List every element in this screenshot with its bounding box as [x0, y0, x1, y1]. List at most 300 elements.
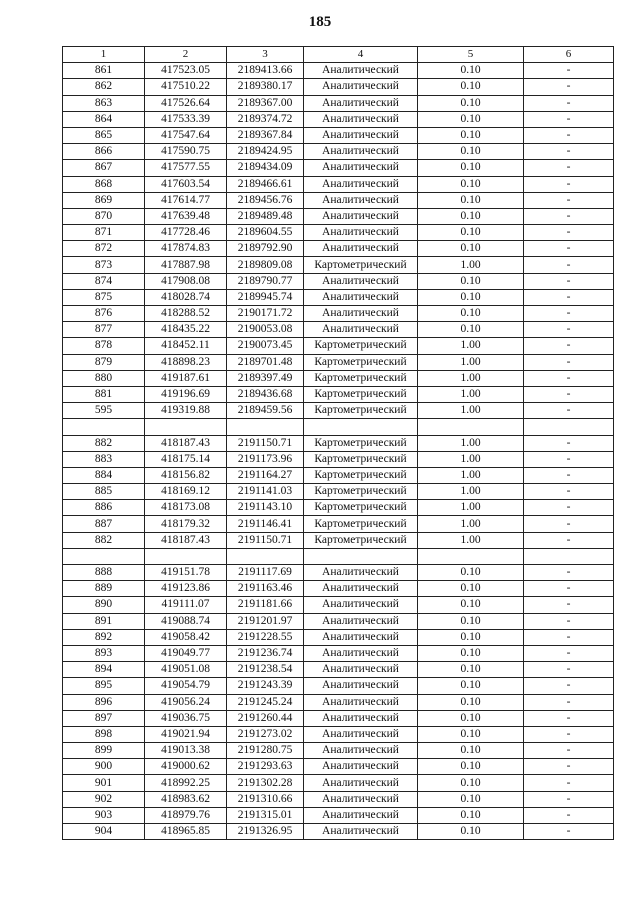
point-number-cell: 882 — [63, 532, 145, 548]
note-cell: - — [524, 289, 614, 305]
table-row — [63, 678, 614, 694]
x-coordinate-cell: 419013.38 — [145, 743, 227, 759]
y-coordinate-cell: 2189466.61 — [227, 176, 304, 192]
note-cell: - — [524, 160, 614, 176]
table-row — [63, 241, 614, 257]
method-cell: Картометрический — [304, 354, 418, 370]
method-cell: Аналитический — [304, 144, 418, 160]
x-coordinate-cell: 417874.83 — [145, 241, 227, 257]
x-coordinate-cell: 418187.43 — [145, 532, 227, 548]
accuracy-cell: 0.10 — [418, 645, 524, 661]
column-header-4: 4 — [304, 47, 418, 63]
point-number-cell: 898 — [63, 726, 145, 742]
x-coordinate-cell: 419319.88 — [145, 403, 227, 419]
method-cell: Аналитический — [304, 63, 418, 79]
note-cell: - — [524, 532, 614, 548]
table-row — [63, 807, 614, 823]
table-row — [63, 192, 614, 208]
y-coordinate-cell: 2191181.66 — [227, 597, 304, 613]
accuracy-cell: 0.10 — [418, 95, 524, 111]
point-number-cell: 895 — [63, 678, 145, 694]
note-cell: - — [524, 370, 614, 386]
method-cell: Аналитический — [304, 289, 418, 305]
method-cell: Аналитический — [304, 743, 418, 759]
table-row — [63, 759, 614, 775]
y-coordinate-cell: 2189413.66 — [227, 63, 304, 79]
method-cell: Аналитический — [304, 759, 418, 775]
x-coordinate-cell: 417526.64 — [145, 95, 227, 111]
method-cell: Картометрический — [304, 386, 418, 402]
method-cell: Аналитический — [304, 306, 418, 322]
column-header-1: 1 — [63, 47, 145, 63]
method-cell: Аналитический — [304, 111, 418, 127]
accuracy-cell: 1.00 — [418, 257, 524, 273]
table-row — [63, 435, 614, 451]
y-coordinate-cell: 2191173.96 — [227, 451, 304, 467]
empty-cell — [304, 548, 418, 564]
accuracy-cell: 0.10 — [418, 791, 524, 807]
x-coordinate-cell: 419123.86 — [145, 581, 227, 597]
y-coordinate-cell: 2191238.54 — [227, 662, 304, 678]
point-number-cell: 862 — [63, 79, 145, 95]
y-coordinate-cell: 2189434.09 — [227, 160, 304, 176]
point-number-cell: 869 — [63, 192, 145, 208]
x-coordinate-cell: 417523.05 — [145, 63, 227, 79]
x-coordinate-cell: 418452.11 — [145, 338, 227, 354]
note-cell: - — [524, 613, 614, 629]
table-row — [63, 63, 614, 79]
table-row — [63, 467, 614, 483]
point-number-cell: 879 — [63, 354, 145, 370]
table-row — [63, 824, 614, 840]
accuracy-cell: 0.10 — [418, 192, 524, 208]
table-row — [63, 208, 614, 224]
point-number-cell: 870 — [63, 208, 145, 224]
note-cell: - — [524, 176, 614, 192]
y-coordinate-cell: 2189701.48 — [227, 354, 304, 370]
accuracy-cell: 0.10 — [418, 710, 524, 726]
point-number-cell: 595 — [63, 403, 145, 419]
point-number-cell: 904 — [63, 824, 145, 840]
x-coordinate-cell: 419196.69 — [145, 386, 227, 402]
accuracy-cell: 0.10 — [418, 565, 524, 581]
table-row — [63, 597, 614, 613]
y-coordinate-cell: 2191245.24 — [227, 694, 304, 710]
y-coordinate-cell: 2191164.27 — [227, 467, 304, 483]
empty-cell — [63, 419, 145, 435]
accuracy-cell: 0.10 — [418, 127, 524, 143]
accuracy-cell: 0.10 — [418, 111, 524, 127]
y-coordinate-cell: 2191243.39 — [227, 678, 304, 694]
method-cell: Картометрический — [304, 500, 418, 516]
point-number-cell: 861 — [63, 63, 145, 79]
y-coordinate-cell: 2189424.95 — [227, 144, 304, 160]
table-row — [63, 354, 614, 370]
point-number-cell: 882 — [63, 435, 145, 451]
point-number-cell: 897 — [63, 710, 145, 726]
x-coordinate-cell: 418173.08 — [145, 500, 227, 516]
accuracy-cell: 1.00 — [418, 500, 524, 516]
empty-cell — [418, 548, 524, 564]
note-cell: - — [524, 807, 614, 823]
point-number-cell: 887 — [63, 516, 145, 532]
y-coordinate-cell: 2191146.41 — [227, 516, 304, 532]
note-cell: - — [524, 581, 614, 597]
note-cell: - — [524, 322, 614, 338]
method-cell: Картометрический — [304, 403, 418, 419]
column-header-2: 2 — [145, 47, 227, 63]
table-row — [63, 516, 614, 532]
table-row — [63, 322, 614, 338]
point-number-cell: 889 — [63, 581, 145, 597]
accuracy-cell: 0.10 — [418, 807, 524, 823]
point-number-cell: 888 — [63, 565, 145, 581]
note-cell: - — [524, 435, 614, 451]
method-cell: Аналитический — [304, 127, 418, 143]
method-cell: Картометрический — [304, 467, 418, 483]
accuracy-cell: 0.10 — [418, 662, 524, 678]
method-cell: Аналитический — [304, 645, 418, 661]
table-row — [63, 306, 614, 322]
method-cell: Аналитический — [304, 241, 418, 257]
method-cell: Аналитический — [304, 565, 418, 581]
point-number-cell: 891 — [63, 613, 145, 629]
y-coordinate-cell: 2189792.90 — [227, 241, 304, 257]
point-number-cell: 868 — [63, 176, 145, 192]
y-coordinate-cell: 2191280.75 — [227, 743, 304, 759]
point-number-cell: 894 — [63, 662, 145, 678]
method-cell: Картометрический — [304, 516, 418, 532]
point-number-cell: 884 — [63, 467, 145, 483]
accuracy-cell: 0.10 — [418, 613, 524, 629]
y-coordinate-cell: 2190073.45 — [227, 338, 304, 354]
method-cell: Картометрический — [304, 484, 418, 500]
accuracy-cell: 1.00 — [418, 484, 524, 500]
point-number-cell: 901 — [63, 775, 145, 791]
accuracy-cell: 1.00 — [418, 532, 524, 548]
point-number-cell: 874 — [63, 273, 145, 289]
accuracy-cell: 0.10 — [418, 176, 524, 192]
note-cell: - — [524, 516, 614, 532]
page-number: 185 — [308, 14, 332, 30]
method-cell: Аналитический — [304, 694, 418, 710]
header-row — [63, 47, 614, 63]
x-coordinate-cell: 418992.25 — [145, 775, 227, 791]
point-number-cell: 863 — [63, 95, 145, 111]
group-separator-row — [63, 548, 614, 564]
note-cell: - — [524, 241, 614, 257]
accuracy-cell: 0.10 — [418, 726, 524, 742]
method-cell: Картометрический — [304, 370, 418, 386]
accuracy-cell: 0.10 — [418, 144, 524, 160]
table-row — [63, 160, 614, 176]
method-cell: Аналитический — [304, 581, 418, 597]
y-coordinate-cell: 2191273.02 — [227, 726, 304, 742]
y-coordinate-cell: 2189367.84 — [227, 127, 304, 143]
table-row — [63, 775, 614, 791]
table-row — [63, 791, 614, 807]
x-coordinate-cell: 418965.85 — [145, 824, 227, 840]
y-coordinate-cell: 2191141.03 — [227, 484, 304, 500]
method-cell: Аналитический — [304, 160, 418, 176]
note-cell: - — [524, 144, 614, 160]
empty-cell — [304, 419, 418, 435]
table-row — [63, 629, 614, 645]
y-coordinate-cell: 2191236.74 — [227, 645, 304, 661]
accuracy-cell: 1.00 — [418, 435, 524, 451]
point-number-cell: 893 — [63, 645, 145, 661]
empty-cell — [145, 548, 227, 564]
table-row — [63, 338, 614, 354]
method-cell: Аналитический — [304, 824, 418, 840]
empty-cell — [145, 419, 227, 435]
method-cell: Аналитический — [304, 95, 418, 111]
note-cell: - — [524, 629, 614, 645]
point-number-cell: 866 — [63, 144, 145, 160]
y-coordinate-cell: 2190171.72 — [227, 306, 304, 322]
x-coordinate-cell: 418028.74 — [145, 289, 227, 305]
y-coordinate-cell: 2189374.72 — [227, 111, 304, 127]
y-coordinate-cell: 2191150.71 — [227, 532, 304, 548]
point-number-cell: 864 — [63, 111, 145, 127]
method-cell: Аналитический — [304, 807, 418, 823]
note-cell: - — [524, 484, 614, 500]
x-coordinate-cell: 419187.61 — [145, 370, 227, 386]
accuracy-cell: 0.10 — [418, 160, 524, 176]
x-coordinate-cell: 417577.55 — [145, 160, 227, 176]
point-number-cell: 903 — [63, 807, 145, 823]
note-cell: - — [524, 225, 614, 241]
x-coordinate-cell: 419088.74 — [145, 613, 227, 629]
table-row — [63, 645, 614, 661]
y-coordinate-cell: 2191117.69 — [227, 565, 304, 581]
x-coordinate-cell: 417639.48 — [145, 208, 227, 224]
x-coordinate-cell: 419056.24 — [145, 694, 227, 710]
point-number-cell: 877 — [63, 322, 145, 338]
note-cell: - — [524, 645, 614, 661]
x-coordinate-cell: 418979.76 — [145, 807, 227, 823]
note-cell: - — [524, 743, 614, 759]
y-coordinate-cell: 2191163.46 — [227, 581, 304, 597]
x-coordinate-cell: 418169.12 — [145, 484, 227, 500]
note-cell: - — [524, 467, 614, 483]
table-row — [63, 532, 614, 548]
x-coordinate-cell: 417887.98 — [145, 257, 227, 273]
x-coordinate-cell: 417533.39 — [145, 111, 227, 127]
x-coordinate-cell: 418187.43 — [145, 435, 227, 451]
accuracy-cell: 0.10 — [418, 63, 524, 79]
column-header-6: 6 — [524, 47, 614, 63]
x-coordinate-cell: 417590.75 — [145, 144, 227, 160]
table-row — [63, 144, 614, 160]
method-cell: Аналитический — [304, 225, 418, 241]
note-cell: - — [524, 273, 614, 289]
point-number-cell: 885 — [63, 484, 145, 500]
x-coordinate-cell: 419054.79 — [145, 678, 227, 694]
y-coordinate-cell: 2189945.74 — [227, 289, 304, 305]
x-coordinate-cell: 419000.62 — [145, 759, 227, 775]
method-cell: Аналитический — [304, 678, 418, 694]
y-coordinate-cell: 2189790.77 — [227, 273, 304, 289]
x-coordinate-cell: 418288.52 — [145, 306, 227, 322]
x-coordinate-cell: 417603.54 — [145, 176, 227, 192]
table-row — [63, 370, 614, 386]
method-cell: Картометрический — [304, 257, 418, 273]
table-row — [63, 500, 614, 516]
accuracy-cell: 1.00 — [418, 386, 524, 402]
note-cell: - — [524, 192, 614, 208]
note-cell: - — [524, 111, 614, 127]
note-cell: - — [524, 710, 614, 726]
method-cell: Аналитический — [304, 273, 418, 289]
y-coordinate-cell: 2189436.68 — [227, 386, 304, 402]
table-row — [63, 225, 614, 241]
note-cell: - — [524, 306, 614, 322]
table-row — [63, 694, 614, 710]
note-cell: - — [524, 208, 614, 224]
method-cell: Аналитический — [304, 791, 418, 807]
method-cell: Аналитический — [304, 192, 418, 208]
x-coordinate-cell: 419051.08 — [145, 662, 227, 678]
table-row — [63, 95, 614, 111]
empty-cell — [227, 548, 304, 564]
accuracy-cell: 0.10 — [418, 597, 524, 613]
point-number-cell: 881 — [63, 386, 145, 402]
empty-cell — [227, 419, 304, 435]
y-coordinate-cell: 2191326.95 — [227, 824, 304, 840]
accuracy-cell: 1.00 — [418, 451, 524, 467]
table-row — [63, 743, 614, 759]
note-cell: - — [524, 759, 614, 775]
table-row — [63, 257, 614, 273]
note-cell: - — [524, 791, 614, 807]
x-coordinate-cell: 417614.77 — [145, 192, 227, 208]
note-cell: - — [524, 257, 614, 273]
note-cell: - — [524, 726, 614, 742]
point-number-cell: 896 — [63, 694, 145, 710]
coordinates-table — [62, 46, 614, 840]
method-cell: Картометрический — [304, 451, 418, 467]
note-cell: - — [524, 338, 614, 354]
point-number-cell: 865 — [63, 127, 145, 143]
y-coordinate-cell: 2191302.28 — [227, 775, 304, 791]
x-coordinate-cell: 418175.14 — [145, 451, 227, 467]
table-row — [63, 127, 614, 143]
table-row — [63, 273, 614, 289]
y-coordinate-cell: 2191310.66 — [227, 791, 304, 807]
table-row — [63, 289, 614, 305]
column-header-5: 5 — [418, 47, 524, 63]
point-number-cell: 880 — [63, 370, 145, 386]
note-cell: - — [524, 565, 614, 581]
point-number-cell: 878 — [63, 338, 145, 354]
x-coordinate-cell: 418435.22 — [145, 322, 227, 338]
y-coordinate-cell: 2189367.00 — [227, 95, 304, 111]
table-row — [63, 484, 614, 500]
note-cell: - — [524, 500, 614, 516]
y-coordinate-cell: 2189604.55 — [227, 225, 304, 241]
y-coordinate-cell: 2190053.08 — [227, 322, 304, 338]
note-cell: - — [524, 775, 614, 791]
method-cell: Картометрический — [304, 338, 418, 354]
accuracy-cell: 1.00 — [418, 467, 524, 483]
note-cell: - — [524, 824, 614, 840]
accuracy-cell: 0.10 — [418, 208, 524, 224]
method-cell: Аналитический — [304, 322, 418, 338]
accuracy-cell: 0.10 — [418, 678, 524, 694]
accuracy-cell: 1.00 — [418, 516, 524, 532]
table-row — [63, 565, 614, 581]
accuracy-cell: 0.10 — [418, 241, 524, 257]
accuracy-cell: 1.00 — [418, 403, 524, 419]
y-coordinate-cell: 2191260.44 — [227, 710, 304, 726]
accuracy-cell: 1.00 — [418, 338, 524, 354]
accuracy-cell: 0.10 — [418, 273, 524, 289]
empty-cell — [418, 419, 524, 435]
x-coordinate-cell: 417908.08 — [145, 273, 227, 289]
y-coordinate-cell: 2189459.56 — [227, 403, 304, 419]
table-row — [63, 581, 614, 597]
accuracy-cell: 1.00 — [418, 370, 524, 386]
method-cell: Аналитический — [304, 597, 418, 613]
table-row — [63, 386, 614, 402]
method-cell: Аналитический — [304, 775, 418, 791]
empty-cell — [63, 548, 145, 564]
table-row — [63, 710, 614, 726]
point-number-cell: 875 — [63, 289, 145, 305]
note-cell: - — [524, 386, 614, 402]
y-coordinate-cell: 2189489.48 — [227, 208, 304, 224]
accuracy-cell: 0.10 — [418, 289, 524, 305]
column-header-3: 3 — [227, 47, 304, 63]
point-number-cell: 871 — [63, 225, 145, 241]
x-coordinate-cell: 419058.42 — [145, 629, 227, 645]
accuracy-cell: 0.10 — [418, 629, 524, 645]
table-row — [63, 111, 614, 127]
x-coordinate-cell: 419021.94 — [145, 726, 227, 742]
accuracy-cell: 0.10 — [418, 775, 524, 791]
method-cell: Картометрический — [304, 532, 418, 548]
x-coordinate-cell: 418898.23 — [145, 354, 227, 370]
note-cell: - — [524, 662, 614, 678]
point-number-cell: 900 — [63, 759, 145, 775]
x-coordinate-cell: 419049.77 — [145, 645, 227, 661]
note-cell: - — [524, 354, 614, 370]
point-number-cell: 892 — [63, 629, 145, 645]
point-number-cell: 886 — [63, 500, 145, 516]
y-coordinate-cell: 2191201.97 — [227, 613, 304, 629]
method-cell: Аналитический — [304, 662, 418, 678]
point-number-cell: 890 — [63, 597, 145, 613]
note-cell: - — [524, 79, 614, 95]
accuracy-cell: 0.10 — [418, 581, 524, 597]
x-coordinate-cell: 417510.22 — [145, 79, 227, 95]
note-cell: - — [524, 63, 614, 79]
point-number-cell: 899 — [63, 743, 145, 759]
x-coordinate-cell: 417547.64 — [145, 127, 227, 143]
method-cell: Аналитический — [304, 726, 418, 742]
note-cell: - — [524, 597, 614, 613]
accuracy-cell: 1.00 — [418, 354, 524, 370]
accuracy-cell: 0.10 — [418, 79, 524, 95]
method-cell: Аналитический — [304, 208, 418, 224]
accuracy-cell: 0.10 — [418, 824, 524, 840]
method-cell: Аналитический — [304, 176, 418, 192]
y-coordinate-cell: 2191228.55 — [227, 629, 304, 645]
accuracy-cell: 0.10 — [418, 694, 524, 710]
method-cell: Аналитический — [304, 710, 418, 726]
table-body — [63, 63, 614, 840]
